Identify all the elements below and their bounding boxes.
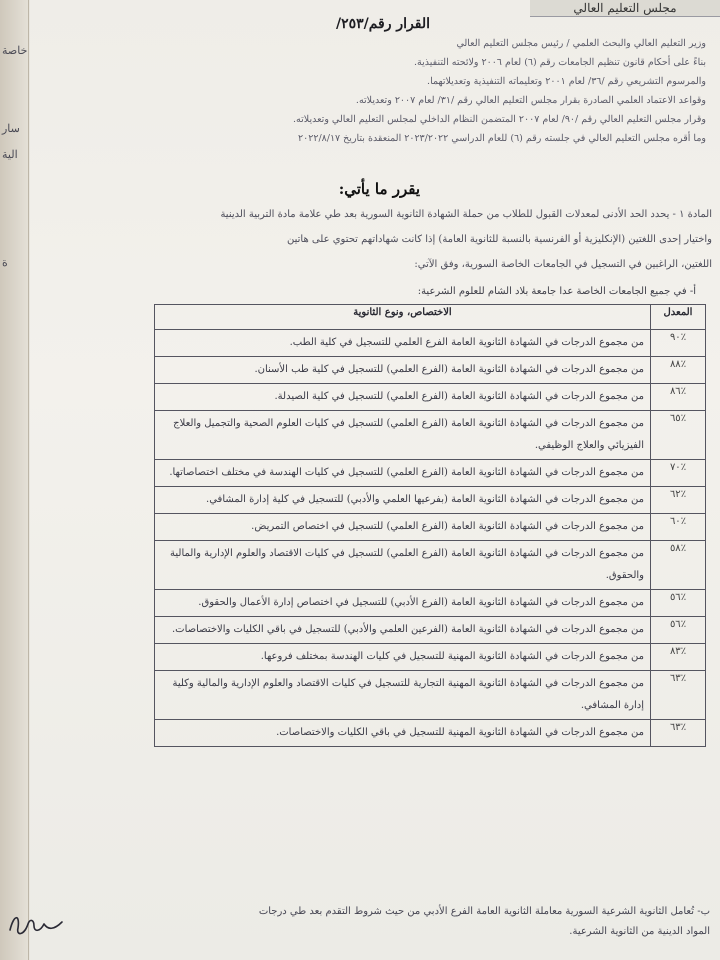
rate-cell: ٪٨٣ (651, 644, 706, 671)
signature-icon (4, 906, 68, 942)
clause-b (70, 902, 710, 942)
specialization-cell: من مجموع الدرجات في الشهادة الثانوية المهنية للتسجيل في باقي الكليات والاختصاصات. (155, 720, 651, 747)
preamble (66, 34, 706, 148)
article-line: المادة ١ - يحدد الحد الأدنى لمعدلات القبول للطلاب من حملة الشهادة الثانوية السورية بعد طي علامة مادة التربية الدينية (220, 209, 712, 220)
decision-number: القرار رقم/٢٥٣/ (335, 16, 430, 32)
column-header-rate: المعدل (651, 305, 706, 330)
article-1 (72, 202, 712, 277)
table-row (155, 460, 706, 487)
adjacent-page-edge (0, 0, 29, 960)
decides-heading: يقرر ما يأتي: (338, 180, 420, 198)
edge-fragment: الية (2, 148, 18, 161)
rate-cell: ٪٦٣ (651, 671, 706, 720)
table-row (155, 330, 706, 357)
specialization-cell: من مجموع الدرجات في الشهادة الثانوية المهنية التجارية للتسجيل في كليات الاقتصاد والعلوم الإدارية والمالية وكلية إدارة المشافي. (155, 671, 651, 720)
preamble-line: وقواعد الاعتماد العلمي الصادرة بقرار مجلس التعليم العالي رقم /٣١/ لعام ٢٠٠٧ وتعديلاته. (355, 95, 706, 106)
table-header-row (155, 305, 706, 330)
table-row (155, 590, 706, 617)
specialization-cell: من مجموع الدرجات في الشهادة الثانوية العامة (الفرع العلمي) للتسجيل في كليات الهندسة في مختلف اختصاصاتها. (155, 460, 651, 487)
rate-cell: ٪٨٦ (651, 384, 706, 411)
edge-fragment: خاصة (2, 44, 28, 57)
specialization-cell: من مجموع الدرجات في الشهادة الثانوية العامة (الفرع العلمي) للتسجيل في كليات العلوم الصحية والتجميل والعلاج الفيزيائي والعلاج الوظيفي. (155, 411, 651, 460)
specialization-cell: من مجموع الدرجات في الشهادة الثانوية العامة (بفرعيها العلمي والأدبي) للتسجيل في كلية إدارة المشافي. (155, 487, 651, 514)
table-row (155, 671, 706, 720)
preamble-line: والمرسوم التشريعي رقم /٣٦/ لعام ٢٠٠١ وتعليماته التنفيذية وتعديلاتهما. (427, 76, 706, 87)
clause-a: أ- في جميع الجامعات الخاصة عدا جامعة بلاد الشام للعلوم الشرعية: (417, 286, 696, 297)
council-header: مجلس التعليم العالي (530, 0, 720, 17)
specialization-cell: من مجموع الدرجات في الشهادة الثانوية العامة الفرع العلمي للتسجيل في كلية الطب. (155, 330, 651, 357)
rate-cell: ٪٧٠ (651, 460, 706, 487)
rate-cell: ٪٥٦ (651, 590, 706, 617)
rate-cell: ٪٦٠ (651, 514, 706, 541)
table-row (155, 384, 706, 411)
rate-cell: ٪٥٨ (651, 541, 706, 590)
preamble-line: وزير التعليم العالي والبحث العلمي / رئيس مجلس التعليم العالي (456, 38, 706, 49)
specialization-cell: من مجموع الدرجات في الشهادة الثانوية العامة (الفرع العلمي) للتسجيل في كلية طب الأسنان. (155, 357, 651, 384)
table-row (155, 357, 706, 384)
preamble-line: وما أقره مجلس التعليم العالي في جلسته رقم (٦) للعام الدراسي ٢٠٢٣/٢٠٢٢ المنعقدة بتاريخ ٢٠٢٢/٨/١٧ (298, 133, 706, 144)
document-page (30, 0, 720, 960)
table-row (155, 617, 706, 644)
rate-cell: ٪٦٣ (651, 720, 706, 747)
preamble-line: وقرار مجلس التعليم العالي رقم /٩٠/ لعام ٢٠٠٧ المتضمن النظام الداخلي لمجلس التعليم العالي وتعديلاته. (293, 114, 706, 125)
table-row (155, 487, 706, 514)
rate-cell: ٪٨٨ (651, 357, 706, 384)
specialization-cell: من مجموع الدرجات في الشهادة الثانوية العامة (الفرعين العلمي والأدبي) للتسجيل في باقي الكليات والاختصاصات. (155, 617, 651, 644)
column-header-specialization: الاختصاص، ونوع الثانوية (155, 305, 651, 330)
specialization-cell: من مجموع الدرجات في الشهادة الثانوية العامة (الفرع العلمي) للتسجيل في كليات الاقتصاد والعلوم الإدارية والمالية والحقوق. (155, 541, 651, 590)
rate-cell: ٪٥٦ (651, 617, 706, 644)
rate-cell: ٪٦٢ (651, 487, 706, 514)
article-line: اللغتين، الراغبين في التسجيل في الجامعات الخاصة السورية، وفق الآتي: (414, 259, 712, 270)
table-row (155, 720, 706, 747)
admission-rates-table (154, 304, 706, 747)
rate-cell: ٪٦٥ (651, 411, 706, 460)
table-row (155, 411, 706, 460)
table-row (155, 541, 706, 590)
preamble-line: بناءً على أحكام قانون تنظيم الجامعات رقم (٦) لعام ٢٠٠٦ ولائحته التنفيذية. (414, 57, 706, 68)
edge-fragment: سار (2, 122, 20, 135)
clause-b-line: المواد الدينية من الثانوية الشرعية. (569, 926, 710, 937)
article-line: واختيار إحدى اللغتين (الإنكليزية أو الفرنسية بالنسبة للثانوية العامة) إذا كانت شهاداتهم تحتوي على هاتين (287, 234, 712, 245)
rate-cell: ٪٩٠ (651, 330, 706, 357)
specialization-cell: من مجموع الدرجات في الشهادة الثانوية العامة (الفرع الأدبي) للتسجيل في اختصاص إدارة الأعمال والحقوق. (155, 590, 651, 617)
specialization-cell: من مجموع الدرجات في الشهادة الثانوية العامة (الفرع العلمي) للتسجيل في اختصاص التمريض. (155, 514, 651, 541)
edge-fragment: ة (2, 256, 8, 269)
table-row (155, 644, 706, 671)
specialization-cell: من مجموع الدرجات في الشهادة الثانوية المهنية للتسجيل في كليات الهندسة بمختلف فروعها. (155, 644, 651, 671)
table-row (155, 514, 706, 541)
clause-b-line: ب- تُعامل الثانوية الشرعية السورية معاملة الثانوية العامة الفرع الأدبي من حيث شروط التقدم بعد طي درجات (258, 906, 710, 917)
specialization-cell: من مجموع الدرجات في الشهادة الثانوية العامة (الفرع العلمي) للتسجيل في كلية الصيدلة. (155, 384, 651, 411)
